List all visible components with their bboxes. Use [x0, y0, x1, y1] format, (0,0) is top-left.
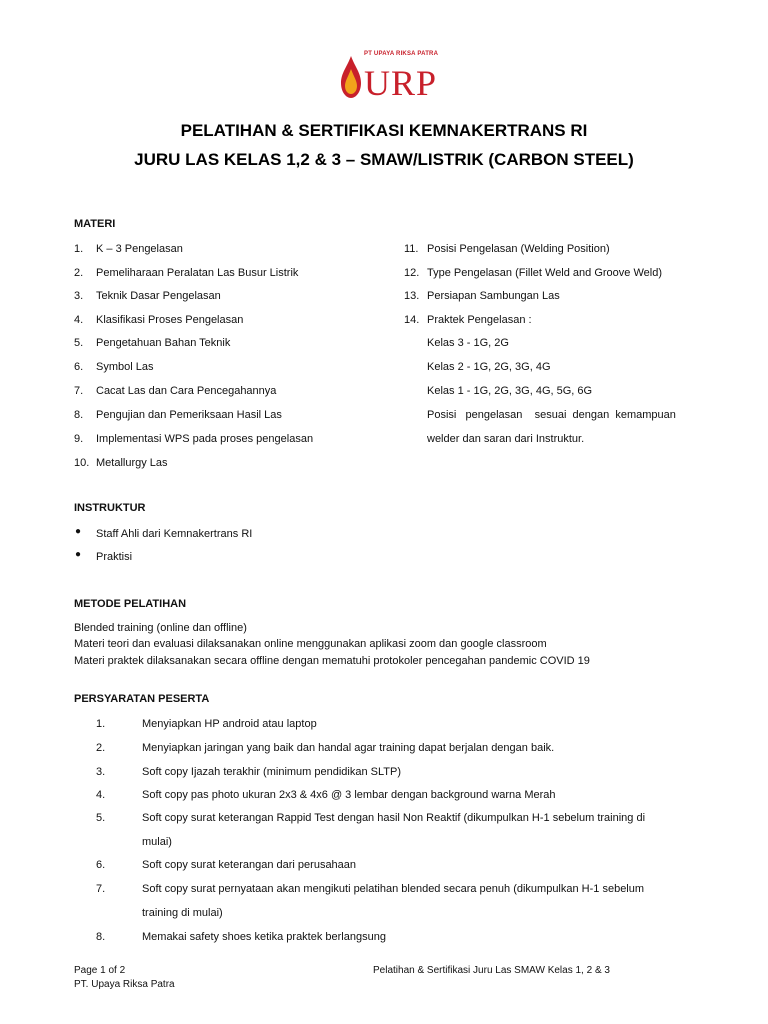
logo-initials: URP	[364, 63, 438, 103]
page-subtitle: JURU LAS KELAS 1,2 & 3 – SMAW/LISTRIK (CARBON STEEL)	[134, 150, 634, 169]
materi-item: Klasifikasi Proses Pengelasan	[96, 314, 244, 326]
materi-item-number: 12.	[404, 267, 420, 279]
persyaratan-item: Soft copy surat keterangan dari perusahaan	[142, 859, 357, 871]
metode-heading: METODE PELATIHAN	[74, 598, 187, 610]
footer-company: PT. Upaya Riksa Patra	[74, 979, 175, 990]
persyaratan-number: 2.	[96, 742, 106, 754]
metode-line: Blended training (online dan offline)	[74, 622, 247, 634]
instruktur-item: Staff Ahli dari Kemnakertrans RI	[96, 528, 253, 540]
metode-line: Materi teori dan evaluasi dilaksanakan online menggunakan aplikasi zoom dan google classroom	[74, 638, 547, 650]
instruktur-item: Praktisi	[96, 551, 133, 563]
persyaratan-number: 5.	[96, 812, 106, 824]
persyaratan-number: 4.	[96, 789, 106, 801]
materi-item-number: 4.	[74, 314, 84, 326]
materi-item-number: 13.	[404, 290, 420, 302]
persyaratan-number: 7.	[96, 883, 106, 895]
materi-item: Pengujian dan Pemeriksaan Hasil Las	[96, 409, 282, 421]
footer-page-number: Page 1 of 2	[74, 965, 126, 976]
persyaratan-item: Menyiapkan HP android atau laptop	[142, 718, 317, 730]
posisi-note-line: welder dan saran dari Instruktur.	[427, 433, 585, 445]
flame-logo-icon	[340, 55, 362, 99]
materi-item: Posisi Pengelasan (Welding Position)	[427, 243, 610, 255]
persyaratan-item: Soft copy Ijazah terakhir (minimum pendidikan SLTP)	[142, 766, 402, 778]
persyaratan-item-continued: mulai)	[142, 836, 172, 848]
metode-line: Materi praktek dilaksanakan secara offline dengan mematuhi protokoler pencegahan pandemic COVID 19	[74, 655, 590, 667]
bullet-icon: ●	[75, 526, 82, 537]
persyaratan-heading: PERSYARATAN PESERTA	[74, 693, 210, 705]
bullet-icon: ●	[75, 549, 82, 560]
persyaratan-number: 1.	[96, 718, 106, 730]
persyaratan-item: Soft copy surat keterangan Rappid Test dengan hasil Non Reaktif (dikumpulkan H-1 sebelum training di	[142, 812, 646, 824]
persyaratan-item: Memakai safety shoes ketika praktek berlangsung	[142, 931, 386, 943]
persyaratan-item: Soft copy surat pernyataan akan mengikuti pelatihan blended secara penuh (dikumpulkan H-1 sebelum	[142, 883, 645, 895]
materi-item-number: 1.	[74, 243, 84, 255]
materi-item: Implementasi WPS pada proses pengelasan	[96, 433, 314, 445]
materi-item-number: 5.	[74, 337, 84, 349]
materi-item: Cacat Las dan Cara Pencegahannya	[96, 385, 277, 397]
materi-item: Persiapan Sambungan Las	[427, 290, 560, 302]
materi-item: K – 3 Pengelasan	[96, 243, 183, 255]
materi-item-number: 3.	[74, 290, 84, 302]
persyaratan-item: Menyiapkan jaringan yang baik dan handal agar training dapat berjalan dengan baik.	[142, 742, 555, 754]
materi-item: Teknik Dasar Pengelasan	[96, 290, 221, 302]
materi-item: Type Pengelasan (Fillet Weld and Groove Weld)	[427, 267, 662, 279]
materi-item-number: 6.	[74, 361, 84, 373]
materi-item: Symbol Las	[96, 361, 154, 373]
materi-item-number: 10.	[74, 457, 90, 469]
materi-item-number: 7.	[74, 385, 84, 397]
persyaratan-number: 3.	[96, 766, 106, 778]
persyaratan-item: Soft copy pas photo ukuran 2x3 & 4x6 @ 3 lembar dengan background warna Merah	[142, 789, 556, 801]
company-logo	[337, 45, 439, 117]
footer-document-title: Pelatihan & Sertifikasi Juru Las SMAW Kelas 1, 2 & 3	[373, 965, 610, 976]
persyaratan-number: 6.	[96, 859, 106, 871]
instruktur-heading: INSTRUKTUR	[74, 502, 146, 514]
kelas-line: Kelas 1 - 1G, 2G, 3G, 4G, 5G, 6G	[427, 385, 593, 397]
materi-heading: MATERI	[74, 218, 116, 230]
materi-item: Metallurgy Las	[96, 457, 168, 469]
materi-item-number: 14.	[404, 314, 420, 326]
materi-item-number: 11.	[404, 243, 419, 255]
kelas-line: Kelas 2 - 1G, 2G, 3G, 4G	[427, 361, 551, 373]
materi-item-number: 8.	[74, 409, 84, 421]
materi-item: Pengetahuan Bahan Teknik	[96, 337, 231, 349]
persyaratan-number: 8.	[96, 931, 106, 943]
page-title: PELATIHAN & SERTIFIKASI KEMNAKERTRANS RI	[180, 121, 588, 140]
kelas-line: Kelas 3 - 1G, 2G	[427, 337, 509, 349]
posisi-note-line: Posisi pengelasan sesuai dengan kemampuan	[427, 409, 676, 421]
materi-item: Pemeliharaan Peralatan Las Busur Listrik	[96, 267, 299, 279]
persyaratan-item-continued: training di mulai)	[142, 907, 223, 919]
logo-company-name: PT UPAYA RIKSA PATRA	[364, 51, 439, 57]
materi-item: Praktek Pengelasan :	[427, 314, 532, 326]
materi-item-number: 9.	[74, 433, 84, 445]
materi-item-number: 2.	[74, 267, 84, 279]
